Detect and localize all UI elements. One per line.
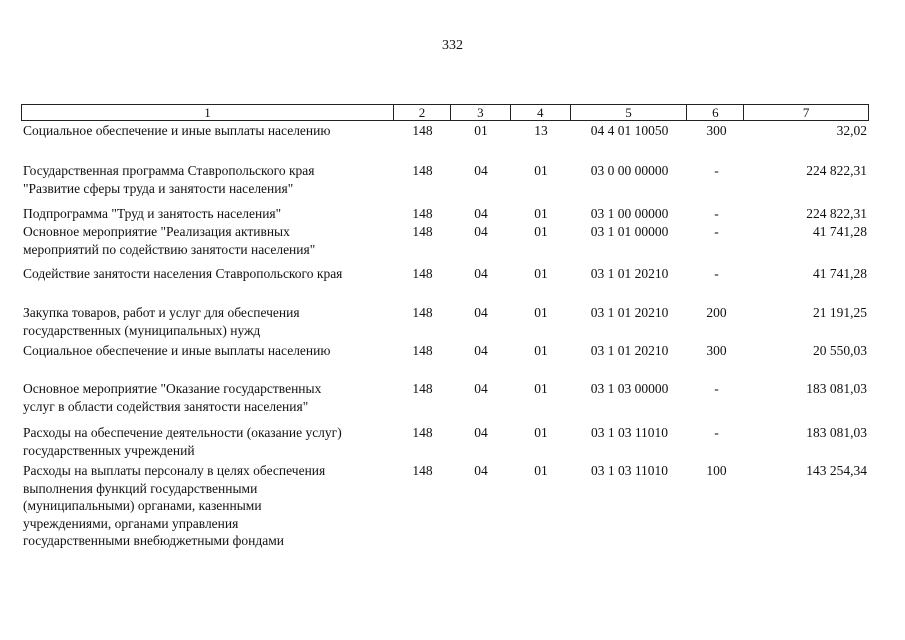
subsection-code: 01 <box>534 381 548 396</box>
expense-type-code: - <box>714 381 719 396</box>
admin-code: 148 <box>412 163 433 178</box>
subsection-code: 01 <box>534 224 548 239</box>
header-col-2: 2 <box>394 105 451 120</box>
description-line: Расходы на выплаты персоналу в целях обеспечения <box>23 463 326 478</box>
section-code: 04 <box>474 224 488 239</box>
description-line: Социальное обеспечение и иные выплаты населению <box>23 343 331 358</box>
description-line: мероприятий по содействию занятости населения" <box>23 241 316 257</box>
admin-code: 148 <box>412 305 433 320</box>
expense-type-code: 200 <box>706 305 727 320</box>
target-article-code: 04 4 01 10050 <box>590 123 669 138</box>
section-code: 04 <box>474 425 488 440</box>
expense-type-code: - <box>714 163 719 178</box>
description-line: (муниципальными) органами, казенными <box>23 498 262 513</box>
amount: 41 741,28 <box>813 266 867 281</box>
amount: 183 081,03 <box>806 381 867 396</box>
admin-code: 148 <box>412 123 433 138</box>
amount: 32,02 <box>836 123 867 138</box>
subsection-code: 13 <box>534 123 548 138</box>
expense-type-code: - <box>714 224 719 239</box>
amount: 183 081,03 <box>806 425 867 440</box>
admin-code: 148 <box>412 343 433 358</box>
row-description <box>23 205 403 223</box>
description-line: Основное мероприятие "Реализация активных <box>23 224 290 239</box>
row-description <box>23 342 403 360</box>
header-col-5: 5 <box>571 105 688 120</box>
expense-type-code: 300 <box>706 343 727 358</box>
subsection-code: 01 <box>534 425 548 440</box>
section-code: 01 <box>474 123 488 138</box>
description-line: выполнения функций государственными <box>23 480 258 496</box>
admin-code: 148 <box>412 206 433 221</box>
description-line: услуг в области содействия занятости населения" <box>23 398 309 414</box>
description-line: государственных учреждений <box>23 442 195 458</box>
subsection-code: 01 <box>534 206 548 221</box>
description-line: Закупка товаров, работ и услуг для обеспечения <box>23 305 300 320</box>
description-line: Основное мероприятие "Оказание государственных <box>23 381 322 396</box>
description-line: государственными внебюджетными фондами <box>23 533 285 548</box>
header-col-7: 7 <box>802 105 810 120</box>
description-line: Подпрограмма "Труд и занятость населения" <box>23 206 282 221</box>
header-col-4: 4 <box>511 105 571 120</box>
description-line: Государственная программа Ставропольского края <box>23 163 315 178</box>
row-description <box>23 380 403 415</box>
target-article-code: 03 1 01 20210 <box>590 266 669 281</box>
row-description <box>23 424 403 459</box>
expense-type-code: - <box>714 266 719 281</box>
description-line: государственных (муниципальных) нужд <box>23 322 261 338</box>
target-article-code: 03 1 03 00000 <box>590 381 669 396</box>
row-description <box>23 462 403 550</box>
row-description <box>23 162 403 197</box>
target-article-code: 03 1 03 11010 <box>590 425 669 440</box>
target-article-code: 03 1 00 00000 <box>590 206 669 221</box>
row-description <box>23 223 403 258</box>
header-col-1: 1 <box>22 105 394 120</box>
section-code: 04 <box>474 381 488 396</box>
header-col-6: 6 <box>687 105 744 120</box>
admin-code: 148 <box>412 224 433 239</box>
description-line: Социальное обеспечение и иные выплаты населению <box>23 123 331 138</box>
section-code: 04 <box>474 163 488 178</box>
expense-type-code: 300 <box>706 123 727 138</box>
expense-type-code: - <box>714 425 719 440</box>
table-header <box>21 104 869 121</box>
header-col-3: 3 <box>451 105 511 120</box>
section-code: 04 <box>474 343 488 358</box>
admin-code: 148 <box>412 381 433 396</box>
amount: 21 191,25 <box>813 305 867 320</box>
expense-type-code: 100 <box>706 463 727 478</box>
row-description <box>23 122 403 140</box>
target-article-code: 03 1 01 20210 <box>590 305 669 320</box>
section-code: 04 <box>474 266 488 281</box>
subsection-code: 01 <box>534 343 548 358</box>
amount: 41 741,28 <box>813 224 867 239</box>
section-code: 04 <box>474 463 488 478</box>
subsection-code: 01 <box>534 266 548 281</box>
expense-type-code: - <box>714 206 719 221</box>
admin-code: 148 <box>412 425 433 440</box>
row-description <box>23 304 403 339</box>
row-description <box>23 265 403 283</box>
amount: 143 254,34 <box>806 463 867 478</box>
description-line: "Развитие сферы труда и занятости населения" <box>23 180 294 196</box>
subsection-code: 01 <box>534 163 548 178</box>
amount: 224 822,31 <box>806 163 867 178</box>
section-code: 04 <box>474 206 488 221</box>
section-code: 04 <box>474 305 488 320</box>
amount: 224 822,31 <box>806 206 867 221</box>
target-article-code: 03 1 01 20210 <box>590 343 669 358</box>
subsection-code: 01 <box>534 305 548 320</box>
page-number: 332 <box>442 38 463 53</box>
target-article-code: 03 0 00 00000 <box>590 163 669 178</box>
description-line: учреждениями, органами управления <box>23 515 239 531</box>
amount: 20 550,03 <box>813 343 867 358</box>
target-article-code: 03 1 01 00000 <box>590 224 669 239</box>
description-line: Содействие занятости населения Ставропольского края <box>23 266 343 281</box>
description-line: Расходы на обеспечение деятельности (оказание услуг) <box>23 425 342 440</box>
admin-code: 148 <box>412 266 433 281</box>
target-article-code: 03 1 03 11010 <box>590 463 669 478</box>
admin-code: 148 <box>412 463 433 478</box>
subsection-code: 01 <box>534 463 548 478</box>
